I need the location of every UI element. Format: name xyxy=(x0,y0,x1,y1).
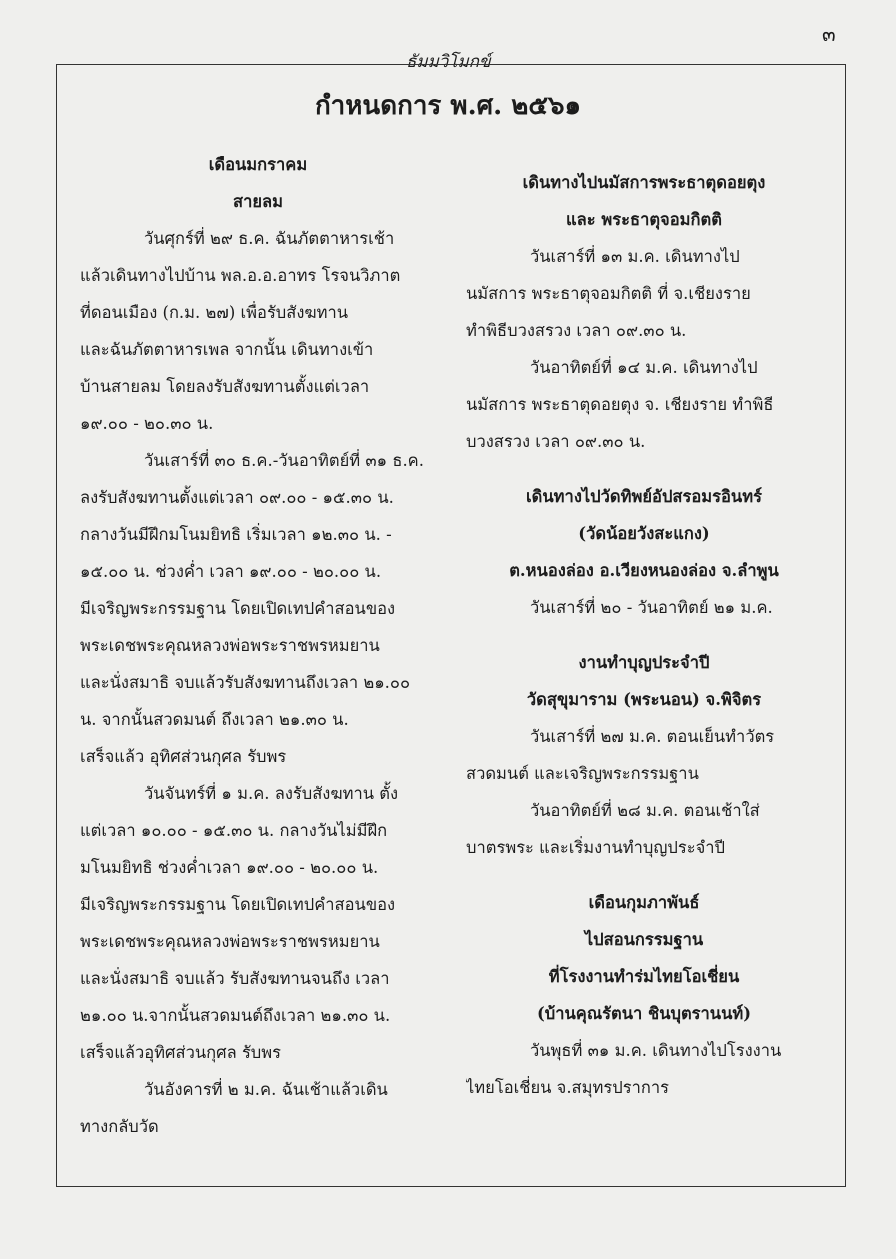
text-line: วันเสาร์ที่ ๑๓ ม.ค. เดินทางไป xyxy=(530,247,740,266)
section-heading: เดินทางไปวัดทิพย์อัปสรอมรอินทร์ xyxy=(526,487,762,506)
text-line: ทางกลับวัด xyxy=(80,1117,159,1136)
main-title: กำหนดการ พ.ศ. ๒๕๖๑ xyxy=(314,91,582,121)
section-heading: และ พระธาตุจอมกิตติ xyxy=(566,210,722,229)
text-line: และนั่งสมาธิ จบแล้วรับสังฆทานถึงเวลา ๒๑.๐๐ xyxy=(80,673,411,692)
text-line: วันเสาร์ที่ ๒๗ ม.ค. ตอนเย็นทำวัตร xyxy=(530,727,775,746)
text-line: วันเสาร์ที่ ๓๐ ธ.ค.-วันอาทิตย์ที่ ๓๑ ธ.ค. xyxy=(144,451,424,470)
text-line: น. จากนั้นสวดมนต์ ถึงเวลา ๒๑.๓๐ น. xyxy=(80,710,349,729)
text-line: วันเสาร์ที่ ๒๐ - วันอาทิตย์ ๒๑ ม.ค. xyxy=(530,598,773,617)
spacer xyxy=(466,146,822,164)
text-line: วันศุกร์ที่ ๒๙ ธ.ค. ฉันภัตตาหารเช้า xyxy=(144,229,395,248)
section-heading: (วัดน้อยวังสะแกง) xyxy=(578,524,710,543)
page-number: ๓ xyxy=(822,22,836,46)
text-line: มีเจริญพระกรรมฐาน โดยเปิดเทปคำสอนของ xyxy=(80,895,396,914)
section-heading: วัดสุขุมาราม (พระนอน) จ.พิจิตร xyxy=(526,690,762,709)
text-line: ๑๙.๐๐ - ๒๐.๓๐ น. xyxy=(80,414,214,433)
section-heading: เดือนกุมภาพันธ์ xyxy=(588,893,700,912)
text-line: ไทยโอเชี่ยน จ.สมุทรปราการ xyxy=(466,1078,669,1097)
text-line: เสร็จแล้วอุทิศส่วนกุศล รับพร xyxy=(80,1043,282,1062)
section-heading: ไปสอนกรรมฐาน xyxy=(584,930,704,949)
section-heading: ต.หนองล่อง อ.เวียงหนองล่อง จ.ลำพูน xyxy=(509,561,779,580)
text-line: ๑๕.๐๐ น. ช่วงค่ำ เวลา ๑๙.๐๐ - ๒๐.๐๐ น. xyxy=(80,562,382,581)
section-heading: เดินทางไปนมัสการพระธาตุดอยตุง xyxy=(522,173,766,192)
text-line: ๒๑.๐๐ น.จากนั้นสวดมนต์ถึงเวลา ๒๑.๓๐ น. xyxy=(80,1006,391,1025)
text-line: ทำพิธีบวงสรวง เวลา ๐๙.๓๐ น. xyxy=(466,321,687,340)
section-heading: เดือนมกราคม xyxy=(208,155,308,174)
section-heading: งานทำบุญประจำปี xyxy=(578,653,710,672)
text-line: มโนมยิทธิ ช่วงค่ำเวลา ๑๙.๐๐ - ๒๐.๐๐ น. xyxy=(80,858,379,877)
text-line: วันพุธที่ ๓๑ ม.ค. เดินทางไปโรงงาน xyxy=(530,1041,782,1060)
text-line: และฉันภัตตาหารเพล จากนั้น เดินทางเข้า xyxy=(80,340,374,359)
spacer xyxy=(466,460,822,478)
text-line: แต่เวลา ๑๐.๐๐ - ๑๕.๓๐ น. กลางวันไม่มีฝึก xyxy=(80,821,388,840)
right-column xyxy=(466,146,822,1106)
text-line: เสร็จแล้ว อุทิศส่วนกุศล รับพร xyxy=(80,747,287,766)
text-line: บ้านสายลม โดยลงรับสังฆทานตั้งแต่เวลา xyxy=(80,377,370,396)
text-line: บวงสรวง เวลา ๐๙.๓๐ น. xyxy=(466,432,646,451)
spacer xyxy=(466,626,822,644)
text-line: ที่ดอนเมือง (ก.ม. ๒๗) เพื่อรับสังฆทาน xyxy=(80,303,349,322)
text-line: และนั่งสมาธิ จบแล้ว รับสังฆทานจนถึง เวลา xyxy=(80,969,390,988)
spacer xyxy=(466,866,822,884)
text-line: พระเดชพระคุณหลวงพ่อพระราชพรหมยาน xyxy=(80,932,380,951)
text-line: วันจันทร์ที่ ๑ ม.ค. ลงรับสังฆทาน ตั้ง xyxy=(144,784,399,803)
text-line: กลางวันมีฝึกมโนมยิทธิ เริ่มเวลา ๑๒.๓๐ น. - xyxy=(80,525,392,544)
running-title: ธัมมวิโมกข์ xyxy=(406,52,491,72)
text-line: วันอาทิตย์ที่ ๒๘ ม.ค. ตอนเช้าใส่ xyxy=(530,801,760,820)
text-line: นมัสการ พระธาตุดอยตุง จ. เชียงราย ทำพิธี xyxy=(466,395,774,414)
text-line: วันอังคารที่ ๒ ม.ค. ฉันเช้าแล้วเดิน xyxy=(144,1080,388,1099)
section-heading: สายลม xyxy=(233,192,283,211)
text-line: ลงรับสังฆทานตั้งแต่เวลา ๐๙.๐๐ - ๑๕.๓๐ น. xyxy=(80,488,394,507)
left-column xyxy=(80,146,436,1145)
text-line: แล้วเดินทางไปบ้าน พล.อ.อ.อาทร โรจนวิภาต xyxy=(80,266,401,285)
text-line: นมัสการ พระธาตุจอมกิตติ ที่ จ.เชียงราย xyxy=(466,284,751,303)
text-line: มีเจริญพระกรรมฐาน โดยเปิดเทปคำสอนของ xyxy=(80,599,396,618)
section-heading: (บ้านคุณรัตนา ชินบุตรานนท์) xyxy=(536,1004,752,1023)
text-line: วันอาทิตย์ที่ ๑๔ ม.ค. เดินทางไป xyxy=(530,358,758,377)
text-line: บาตรพระ และเริ่มงานทำบุญประจำปี xyxy=(466,838,726,857)
text-line: พระเดชพระคุณหลวงพ่อพระราชพรหมยาน xyxy=(80,636,380,655)
text-line: สวดมนต์ และเจริญพระกรรมฐาน xyxy=(466,764,699,783)
section-heading: ที่โรงงานทำร่มไทยโอเชี่ยน xyxy=(548,967,740,986)
